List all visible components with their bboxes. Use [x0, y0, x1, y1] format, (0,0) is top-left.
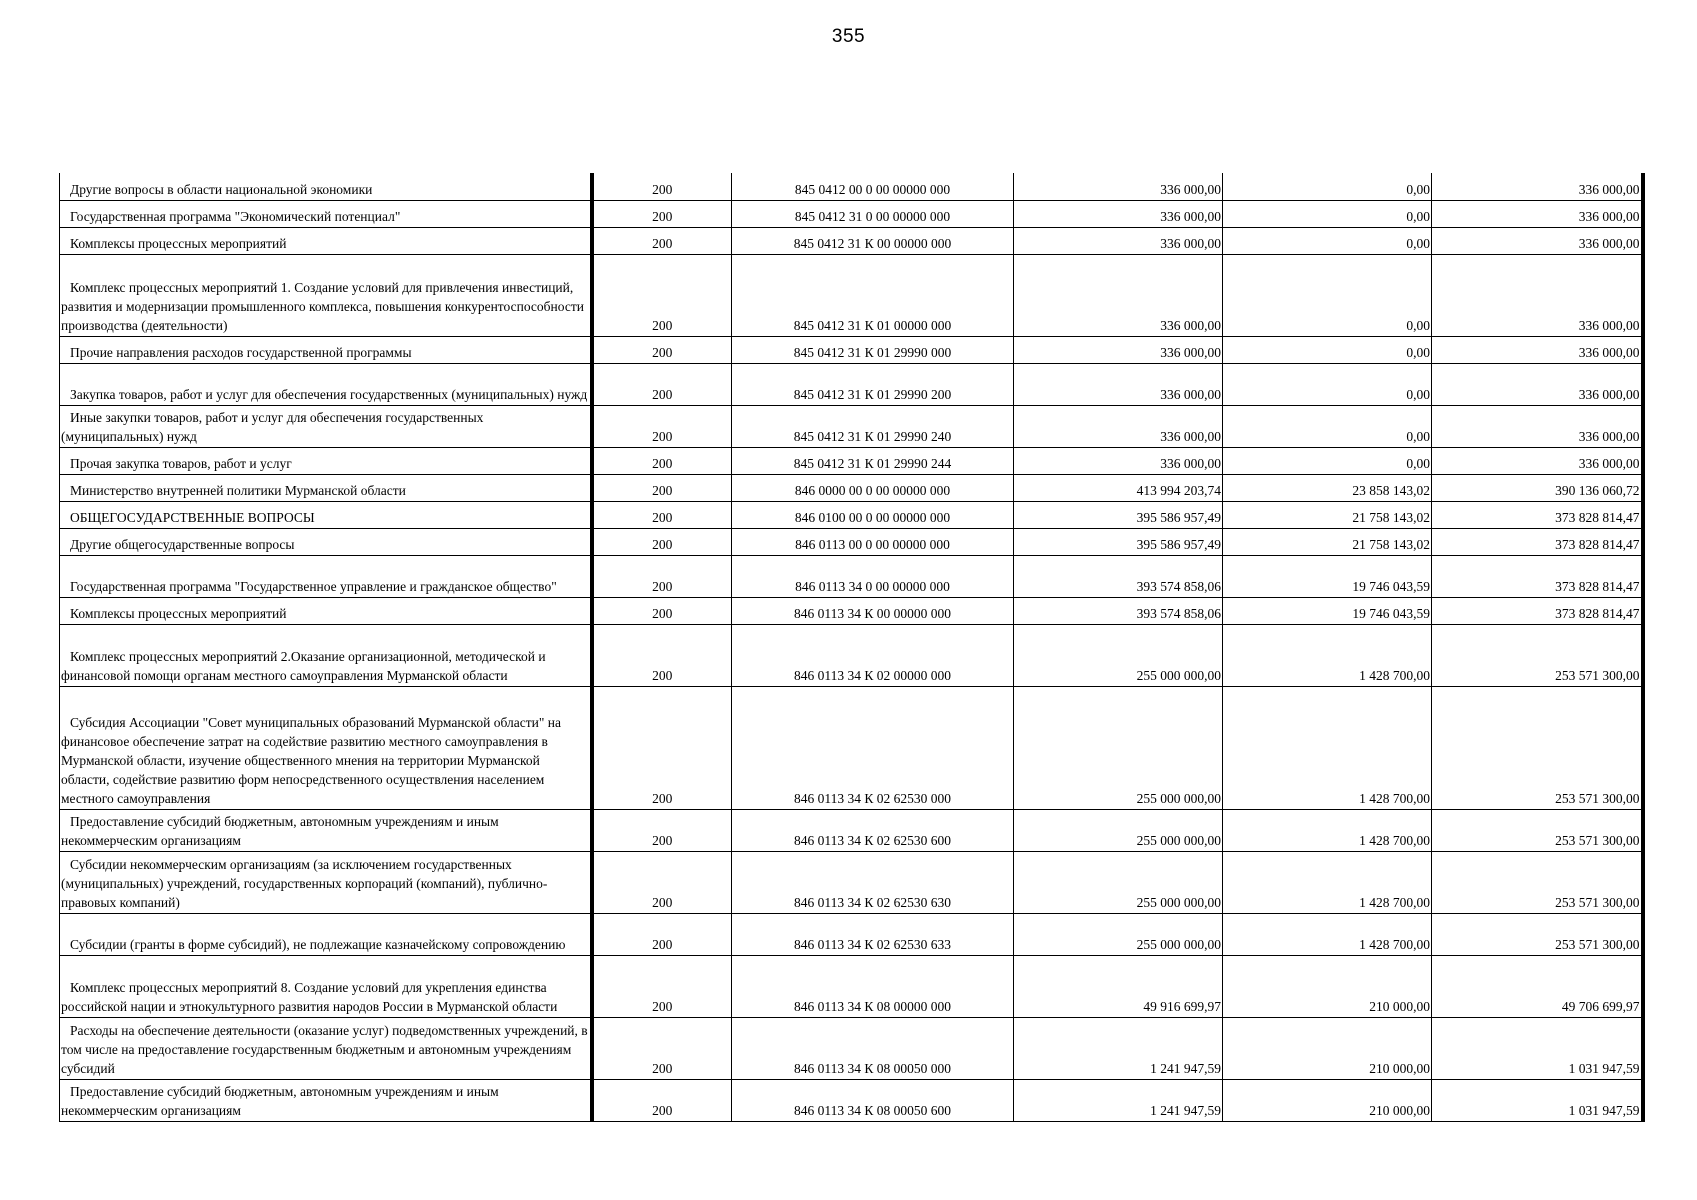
- row-total-cell: 336 000,00: [1432, 336, 1643, 363]
- row-csr-cell: 845 0412 31 0 00 00000 000: [732, 200, 1014, 227]
- row-total-cell: 390 136 060,72: [1432, 474, 1643, 501]
- row-name-cell: [60, 474, 592, 501]
- row-total-cell: 373 828 814,47: [1432, 555, 1643, 597]
- row-amount-cell: 336 000,00: [1014, 336, 1223, 363]
- row-total-cell: 1 031 947,59: [1432, 1017, 1643, 1079]
- row-code-cell: 200: [592, 227, 732, 254]
- row-name-text: Другие общегосударственные вопросы: [70, 536, 295, 552]
- row-change-cell: 0,00: [1223, 336, 1432, 363]
- row-name-text: Комплекс процессных мероприятий 2.Оказание организационной, методической и финансовой помощи органам местного самоуправления Мурманской области: [61, 648, 546, 683]
- row-csr-cell: 846 0113 34 К 02 62530 600: [732, 809, 1014, 851]
- row-total-cell: 253 571 300,00: [1432, 686, 1643, 809]
- row-csr-cell: 846 0113 34 К 00 00000 000: [732, 597, 1014, 624]
- row-change-cell: 210 000,00: [1223, 1017, 1432, 1079]
- row-total-cell: 373 828 814,47: [1432, 597, 1643, 624]
- row-change-cell: 0,00: [1223, 227, 1432, 254]
- row-name-cell: [60, 501, 592, 528]
- row-name-cell: [60, 555, 592, 597]
- row-change-cell: 23 858 143,02: [1223, 474, 1432, 501]
- row-csr-cell: 846 0113 34 К 02 62530 000: [732, 686, 1014, 809]
- table-row: [60, 1017, 1643, 1079]
- row-amount-cell: 393 574 858,06: [1014, 597, 1223, 624]
- row-amount-cell: 336 000,00: [1014, 200, 1223, 227]
- row-name-text: Другие вопросы в области национальной экономики: [70, 181, 373, 197]
- row-code-cell: 200: [592, 200, 732, 227]
- table-row: [60, 501, 1643, 528]
- table-row: [60, 1079, 1643, 1121]
- row-csr-cell: 845 0412 31 К 01 29990 244: [732, 447, 1014, 474]
- row-csr-cell: 845 0412 00 0 00 00000 000: [732, 173, 1014, 200]
- table-row: [60, 955, 1643, 1017]
- row-change-cell: 0,00: [1223, 447, 1432, 474]
- row-name-text: Прочие направления расходов государственной программы: [70, 344, 412, 360]
- budget-table-body: [60, 173, 1643, 1121]
- row-name-text: Государственная программа "Экономический потенциал": [70, 208, 401, 224]
- row-name-cell: [60, 447, 592, 474]
- row-name-text: Комплексы процессных мероприятий: [70, 235, 287, 251]
- row-csr-cell: 846 0000 00 0 00 00000 000: [732, 474, 1014, 501]
- row-name-cell: [60, 363, 592, 405]
- table-row: [60, 597, 1643, 624]
- row-change-cell: 19 746 043,59: [1223, 555, 1432, 597]
- row-total-cell: 253 571 300,00: [1432, 851, 1643, 913]
- row-name-text: Государственная программа "Государственное управление и гражданское общество": [70, 578, 557, 594]
- row-name-cell: [60, 686, 592, 809]
- row-code-cell: 200: [592, 447, 732, 474]
- row-name-text: Комплексы процессных мероприятий: [70, 605, 287, 621]
- row-amount-cell: 336 000,00: [1014, 405, 1223, 447]
- row-csr-cell: 846 0113 34 К 08 00000 000: [732, 955, 1014, 1017]
- row-amount-cell: 255 000 000,00: [1014, 686, 1223, 809]
- row-amount-cell: 255 000 000,00: [1014, 624, 1223, 686]
- row-csr-cell: 846 0113 34 К 08 00050 000: [732, 1017, 1014, 1079]
- row-code-cell: 200: [592, 528, 732, 555]
- row-name-text: Предоставление субсидий бюджетным, автономным учреждениям и иным некоммерческим организациям: [61, 1083, 499, 1118]
- row-amount-cell: 395 586 957,49: [1014, 528, 1223, 555]
- row-total-cell: 336 000,00: [1432, 363, 1643, 405]
- row-name-cell: [60, 405, 592, 447]
- row-code-cell: 200: [592, 336, 732, 363]
- row-change-cell: 1 428 700,00: [1223, 686, 1432, 809]
- row-change-cell: 1 428 700,00: [1223, 624, 1432, 686]
- row-code-cell: 200: [592, 597, 732, 624]
- row-total-cell: 373 828 814,47: [1432, 501, 1643, 528]
- table-row: [60, 200, 1643, 227]
- row-csr-cell: 846 0113 00 0 00 00000 000: [732, 528, 1014, 555]
- row-change-cell: 0,00: [1223, 363, 1432, 405]
- row-name-cell: [60, 1017, 592, 1079]
- row-csr-cell: 845 0412 31 К 01 29990 240: [732, 405, 1014, 447]
- row-name-cell: [60, 336, 592, 363]
- row-csr-cell: 846 0113 34 К 02 00000 000: [732, 624, 1014, 686]
- row-csr-cell: 845 0412 31 К 00 00000 000: [732, 227, 1014, 254]
- table-row: [60, 555, 1643, 597]
- row-name-cell: [60, 851, 592, 913]
- row-csr-cell: 846 0113 34 К 02 62530 630: [732, 851, 1014, 913]
- row-amount-cell: 336 000,00: [1014, 173, 1223, 200]
- row-csr-cell: 846 0113 34 К 02 62530 633: [732, 913, 1014, 955]
- row-amount-cell: 255 000 000,00: [1014, 913, 1223, 955]
- row-total-cell: 336 000,00: [1432, 173, 1643, 200]
- row-csr-cell: 845 0412 31 К 01 00000 000: [732, 254, 1014, 336]
- row-change-cell: 1 428 700,00: [1223, 913, 1432, 955]
- row-amount-cell: 255 000 000,00: [1014, 809, 1223, 851]
- row-name-text: Иные закупки товаров, работ и услуг для обеспечения государственных (муниципальных) нужд: [61, 409, 484, 444]
- table-row: [60, 474, 1643, 501]
- row-total-cell: 253 571 300,00: [1432, 809, 1643, 851]
- table-row: [60, 227, 1643, 254]
- row-name-cell: [60, 528, 592, 555]
- row-amount-cell: 1 241 947,59: [1014, 1079, 1223, 1121]
- row-name-cell: [60, 809, 592, 851]
- row-code-cell: 200: [592, 1017, 732, 1079]
- row-code-cell: 200: [592, 955, 732, 1017]
- row-total-cell: 1 031 947,59: [1432, 1079, 1643, 1121]
- row-code-cell: 200: [592, 501, 732, 528]
- row-csr-cell: 845 0412 31 К 01 29990 000: [732, 336, 1014, 363]
- row-name-text: Закупка товаров, работ и услуг для обеспечения государственных (муниципальных) нужд: [70, 386, 588, 402]
- row-name-text: Субсидии некоммерческим организациям (за исключением государственных (муниципальных) учреждений, государственных корпораций (компаний), публично-правовых компаний): [61, 856, 548, 910]
- row-total-cell: 253 571 300,00: [1432, 624, 1643, 686]
- row-total-cell: 336 000,00: [1432, 447, 1643, 474]
- row-code-cell: 200: [592, 913, 732, 955]
- row-total-cell: 336 000,00: [1432, 200, 1643, 227]
- row-name-text: Субсидия Ассоциации "Совет муниципальных образований Мурманской области" на финансовое обеспечение затрат на содействие развитию местного самоуправления в Мурманской области, изучение общественного мнения на территории Мурманской области, содействие развитию форм непосредственного осуществления населением местного самоуправления: [61, 714, 561, 806]
- row-amount-cell: 336 000,00: [1014, 363, 1223, 405]
- row-change-cell: 21 758 143,02: [1223, 528, 1432, 555]
- row-name-cell: [60, 913, 592, 955]
- table-row: [60, 336, 1643, 363]
- row-csr-cell: 846 0100 00 0 00 00000 000: [732, 501, 1014, 528]
- row-name-text: Комплекс процессных мероприятий 8. Создание условий для укрепления единства российской нации и этнокультурного развития народов России в Мурманской области: [61, 979, 558, 1014]
- row-amount-cell: 395 586 957,49: [1014, 501, 1223, 528]
- row-name-text: ОБЩЕГОСУДАРСТВЕННЫЕ ВОПРОСЫ: [70, 509, 315, 525]
- table-row: [60, 624, 1643, 686]
- table-row: [60, 405, 1643, 447]
- row-code-cell: 200: [592, 405, 732, 447]
- table-row: [60, 254, 1643, 336]
- row-name-cell: [60, 254, 592, 336]
- row-amount-cell: 336 000,00: [1014, 227, 1223, 254]
- row-amount-cell: 336 000,00: [1014, 447, 1223, 474]
- row-code-cell: 200: [592, 254, 732, 336]
- row-change-cell: 210 000,00: [1223, 1079, 1432, 1121]
- row-name-cell: [60, 200, 592, 227]
- row-name-text: Субсидии (гранты в форме субсидий), не подлежащие казначейскому сопровождению: [70, 936, 566, 952]
- row-total-cell: 336 000,00: [1432, 405, 1643, 447]
- row-change-cell: 1 428 700,00: [1223, 809, 1432, 851]
- row-code-cell: 200: [592, 686, 732, 809]
- row-name-cell: [60, 597, 592, 624]
- row-change-cell: 0,00: [1223, 200, 1432, 227]
- row-name-text: Комплекс процессных мероприятий 1. Создание условий для привлечения инвестиций, развития и модернизации промышленного комплекса, повышения конкурентоспособности производства (деятельности): [61, 279, 584, 333]
- row-csr-cell: 845 0412 31 К 01 29990 200: [732, 363, 1014, 405]
- row-amount-cell: 413 994 203,74: [1014, 474, 1223, 501]
- page-number: 355: [831, 26, 866, 47]
- row-code-cell: 200: [592, 851, 732, 913]
- row-name-cell: [60, 1079, 592, 1121]
- row-code-cell: 200: [592, 474, 732, 501]
- row-change-cell: 0,00: [1223, 173, 1432, 200]
- table-row: [60, 851, 1643, 913]
- table-row: [60, 809, 1643, 851]
- table-row: [60, 686, 1643, 809]
- row-change-cell: 0,00: [1223, 405, 1432, 447]
- table-row: [60, 447, 1643, 474]
- row-amount-cell: 393 574 858,06: [1014, 555, 1223, 597]
- row-amount-cell: 255 000 000,00: [1014, 851, 1223, 913]
- row-code-cell: 200: [592, 173, 732, 200]
- row-name-cell: [60, 227, 592, 254]
- row-name-text: Министерство внутренней политики Мурманской области: [70, 482, 406, 498]
- row-name-cell: [60, 624, 592, 686]
- row-amount-cell: 49 916 699,97: [1014, 955, 1223, 1017]
- table-row: [60, 913, 1643, 955]
- row-code-cell: 200: [592, 1079, 732, 1121]
- row-change-cell: 21 758 143,02: [1223, 501, 1432, 528]
- row-amount-cell: 1 241 947,59: [1014, 1017, 1223, 1079]
- row-name-text: Предоставление субсидий бюджетным, автономным учреждениям и иным некоммерческим организациям: [61, 813, 499, 848]
- row-total-cell: 373 828 814,47: [1432, 528, 1643, 555]
- row-code-cell: 200: [592, 363, 732, 405]
- row-code-cell: 200: [592, 809, 732, 851]
- row-name-text: Расходы на обеспечение деятельности (оказание услуг) подведомственных учреждений, в том числе на предоставление государственным бюджетным и автономным учреждениям субсидий: [61, 1022, 588, 1076]
- row-amount-cell: 336 000,00: [1014, 254, 1223, 336]
- table-row: [60, 528, 1643, 555]
- row-change-cell: 210 000,00: [1223, 955, 1432, 1017]
- row-name-cell: [60, 173, 592, 200]
- row-total-cell: 49 706 699,97: [1432, 955, 1643, 1017]
- row-total-cell: 253 571 300,00: [1432, 913, 1643, 955]
- row-csr-cell: 846 0113 34 К 08 00050 600: [732, 1079, 1014, 1121]
- budget-table: [59, 173, 1645, 1122]
- row-code-cell: 200: [592, 555, 732, 597]
- row-change-cell: 1 428 700,00: [1223, 851, 1432, 913]
- row-name-cell: [60, 955, 592, 1017]
- row-change-cell: 19 746 043,59: [1223, 597, 1432, 624]
- row-name-text: Прочая закупка товаров, работ и услуг: [70, 455, 292, 471]
- table-row: [60, 363, 1643, 405]
- row-total-cell: 336 000,00: [1432, 227, 1643, 254]
- row-total-cell: 336 000,00: [1432, 254, 1643, 336]
- row-change-cell: 0,00: [1223, 254, 1432, 336]
- table-row: [60, 173, 1643, 200]
- row-csr-cell: 846 0113 34 0 00 00000 000: [732, 555, 1014, 597]
- row-code-cell: 200: [592, 624, 732, 686]
